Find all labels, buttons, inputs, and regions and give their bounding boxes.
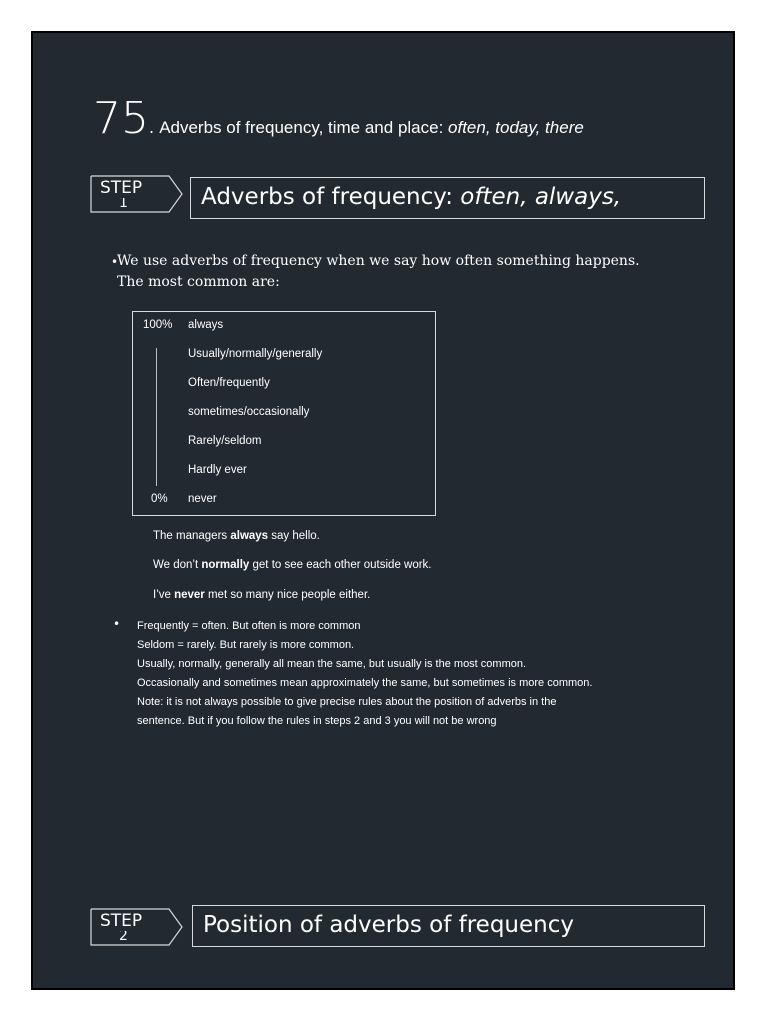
- scale-item: Often/frequently: [188, 377, 270, 389]
- example-sentence: [153, 529, 320, 543]
- intro-paragraph: [117, 251, 677, 293]
- frequency-scale-box: [132, 311, 436, 516]
- example-sentence: [153, 588, 370, 602]
- intro-line-1: We use adverbs of frequency when we say how often something happens.: [117, 253, 640, 269]
- step-2-number: 2: [119, 931, 128, 940]
- example-adverb: normally: [201, 559, 250, 571]
- title-text: Adverbs of frequency, time and place:: [159, 118, 449, 137]
- step-1-heading: [190, 177, 705, 219]
- example-adverb: always: [230, 530, 269, 542]
- bullet-icon: •: [111, 255, 119, 269]
- intro-line-2: The most common are:: [117, 274, 280, 290]
- note-line: Note: it is not always possible to give precise rules about the position of adverbs in the: [137, 696, 557, 708]
- step-2-tag: [90, 907, 184, 951]
- example-text: say hello.: [268, 530, 320, 542]
- scale-top-percent: 100%: [143, 319, 173, 331]
- unit-number: 75: [93, 93, 149, 144]
- example-adverb: never: [174, 589, 205, 601]
- example-text: The managers: [153, 530, 231, 542]
- step-2-heading-text: Position of adverbs of frequency: [203, 912, 574, 938]
- scale-item: always: [188, 319, 224, 331]
- example-sentence: [153, 558, 432, 572]
- note-line: Usually, normally, generally all mean the same, but usually is the most common.: [137, 658, 527, 670]
- example-text: met so many nice people either.: [204, 589, 371, 601]
- scale-bottom-percent: 0%: [151, 493, 168, 505]
- example-text: get to see each other outside work.: [249, 559, 432, 571]
- title-examples: often, today, there: [448, 118, 584, 137]
- bullet-icon: •: [113, 617, 121, 631]
- frequency-scale-line: [156, 348, 157, 486]
- note-line: Seldom = rarely. But rarely is more common.: [137, 639, 355, 651]
- step-1-heading-examples: often, always,: [460, 184, 622, 210]
- page-title: [93, 93, 584, 144]
- title-dot: .: [149, 118, 155, 137]
- step-1-number: 1: [119, 198, 128, 207]
- slide: [31, 31, 735, 990]
- example-text: I’ve: [153, 589, 175, 601]
- scale-item: Usually/normally/generally: [188, 348, 323, 360]
- example-text: We don’t: [153, 559, 202, 571]
- step-2-label: STEP: [100, 911, 143, 931]
- step-2-heading: [192, 905, 705, 947]
- step-1-tag: [90, 174, 184, 218]
- step-1-label: STEP: [100, 178, 143, 198]
- note-line: Occasionally and sometimes mean approximately the same, but sometimes is more common.: [137, 677, 593, 689]
- scale-item: sometimes/occasionally: [188, 406, 310, 418]
- scale-item: Rarely/seldom: [188, 435, 262, 447]
- note-line: Frequently = often. But often is more common: [137, 620, 361, 632]
- notes-paragraph: [137, 617, 697, 731]
- note-line: sentence. But if you follow the rules in steps 2 and 3 you will not be wrong: [137, 715, 497, 727]
- scale-item: Hardly ever: [188, 464, 247, 476]
- scale-item: never: [188, 493, 217, 505]
- step-1-heading-text: Adverbs of frequency:: [201, 184, 461, 210]
